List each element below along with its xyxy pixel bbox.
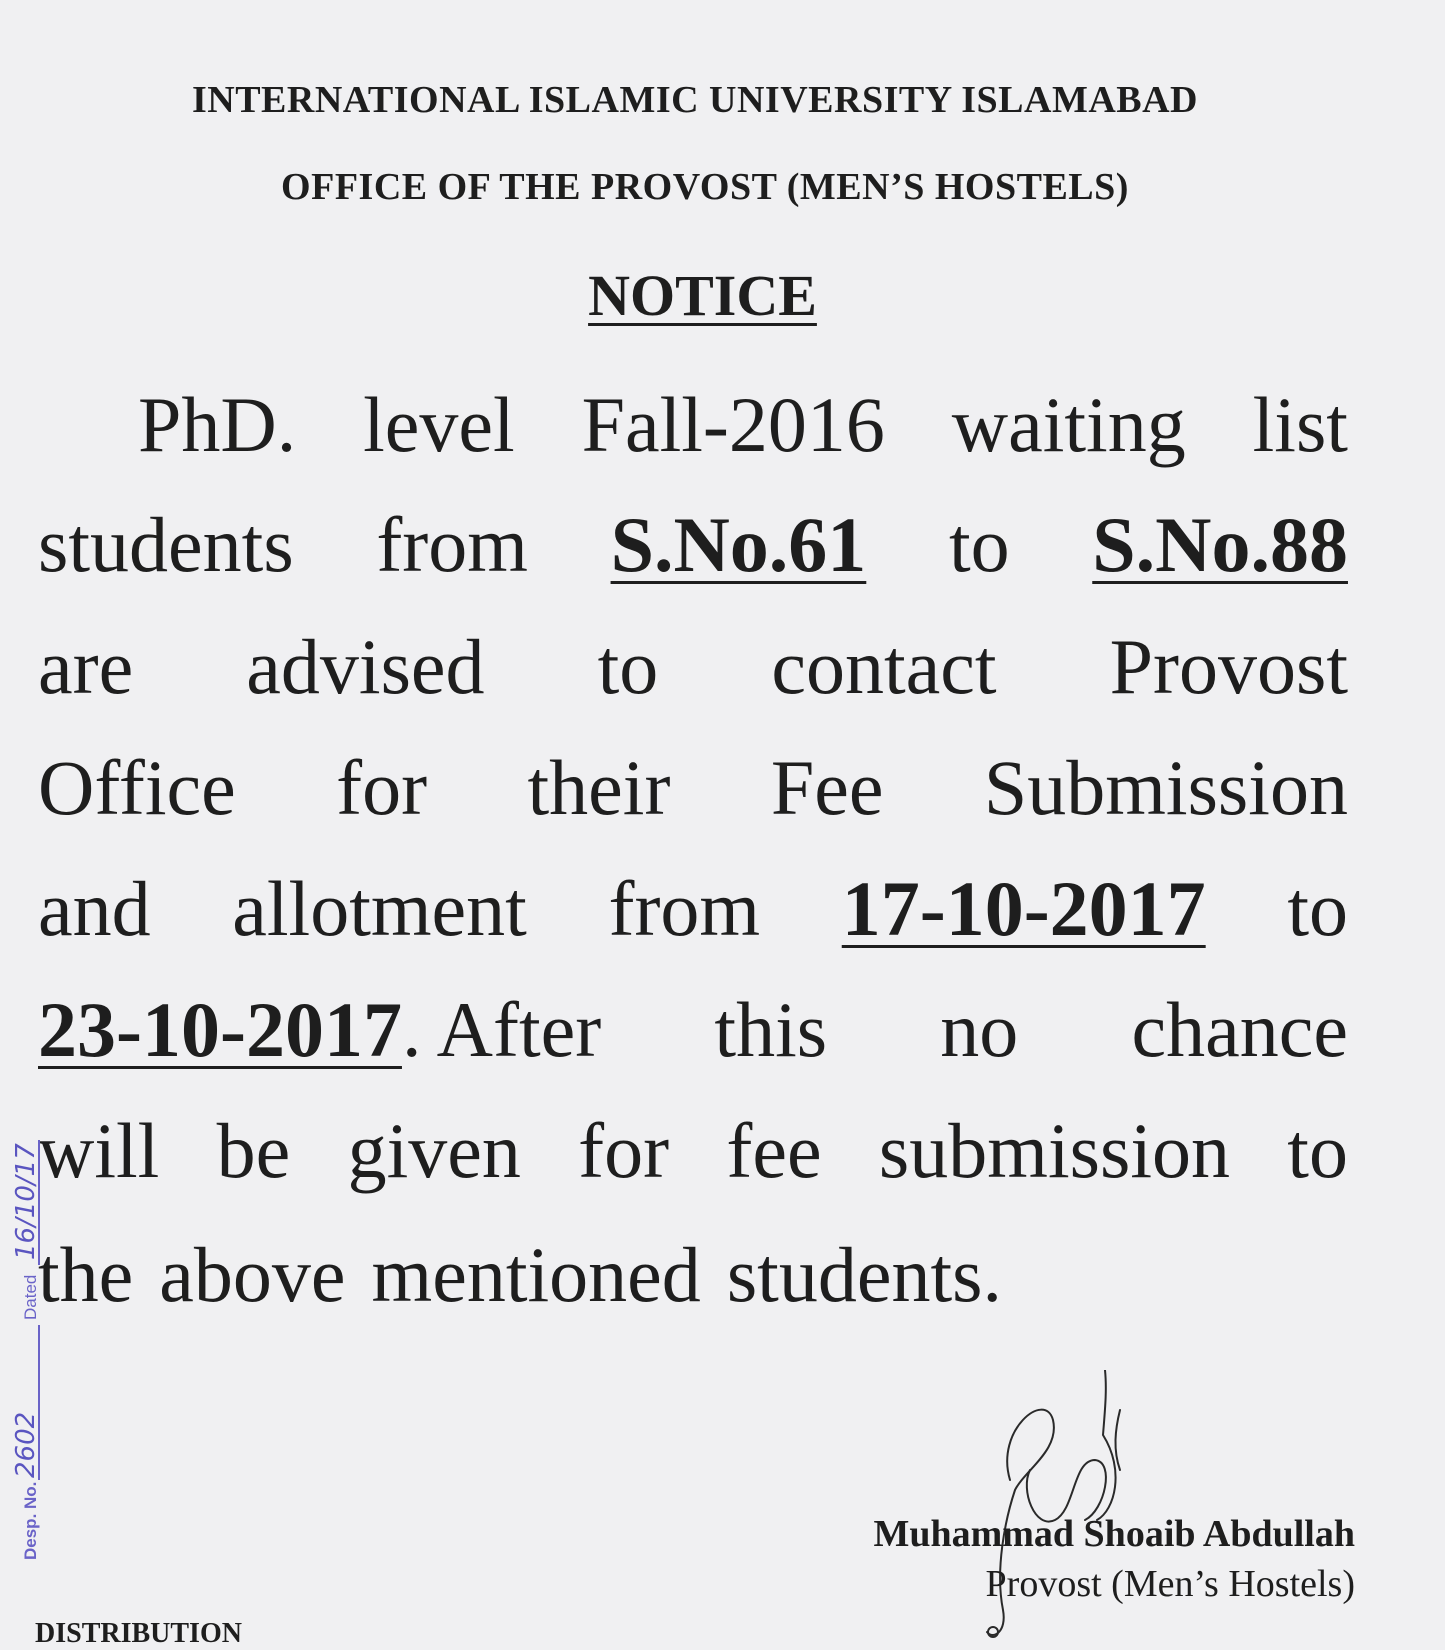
stamp-label-dated: Dated	[21, 1274, 40, 1320]
word: are	[38, 623, 134, 710]
body-line-1	[138, 380, 1348, 470]
word: given	[347, 1107, 521, 1194]
dispatch-stamp	[8, 1120, 48, 1560]
body-line-4	[38, 743, 1348, 833]
stamp-number: 2602	[11, 1411, 41, 1478]
word: students	[38, 501, 294, 588]
serial-end: S.No.88	[1092, 501, 1348, 588]
word: mentioned	[371, 1231, 701, 1318]
word: no	[940, 986, 1019, 1073]
body-line-7	[38, 1106, 1348, 1196]
word: submission	[878, 1107, 1230, 1194]
word: to	[597, 623, 659, 710]
body-line-3	[38, 622, 1348, 712]
word: will	[38, 1107, 160, 1194]
word: for	[578, 1107, 670, 1194]
word: chance	[1131, 986, 1348, 1073]
word: to	[948, 501, 1010, 588]
word: . After	[401, 986, 602, 1073]
distribution-label: DISTRIBUTION	[35, 1618, 242, 1649]
serial-start: S.No.61	[610, 501, 867, 588]
office-name: OFFICE OF THE PROVOST (MEN’S HOSTELS)	[281, 166, 1129, 208]
body-line-6	[38, 985, 1348, 1075]
word: allotment	[232, 865, 527, 952]
word: above	[159, 1231, 346, 1318]
word: for	[336, 744, 428, 831]
date-start: 17-10-2017	[841, 865, 1206, 952]
signer-title: Provost (Men’s Hostels)	[985, 1563, 1355, 1605]
notice-title-text: NOTICE	[588, 263, 817, 328]
date-end: 23-10-2017	[38, 986, 402, 1073]
word: and	[38, 865, 151, 952]
word: to	[1287, 865, 1348, 952]
word: Submission	[983, 744, 1348, 831]
stamp-label-no: Desp. No.	[21, 1481, 40, 1560]
date-end-group	[38, 985, 601, 1075]
signer-name: Muhammad Shoaib Abdullah	[873, 1513, 1355, 1555]
word: students.	[726, 1231, 1002, 1318]
word: contact	[771, 623, 997, 710]
stamp-date: 16/10/17	[11, 1143, 41, 1260]
word: to	[1287, 1107, 1348, 1194]
word: the	[38, 1231, 134, 1318]
word: advised	[246, 623, 485, 710]
word: this	[714, 986, 828, 1073]
word: Provost	[1109, 623, 1348, 710]
word: level	[363, 381, 515, 468]
word: Fee	[770, 744, 884, 831]
body-line-8	[38, 1230, 1348, 1320]
university-name: INTERNATIONAL ISLAMIC UNIVERSITY ISLAMABAD	[191, 79, 1198, 121]
word: their	[527, 744, 671, 831]
word: be	[216, 1107, 291, 1194]
body-line-5	[38, 864, 1348, 954]
word: fee	[726, 1107, 822, 1194]
notice-title	[0, 262, 1405, 329]
word: from	[376, 501, 528, 588]
signature-mark	[985, 1370, 1185, 1650]
word: Fall-2016	[581, 381, 885, 468]
word: from	[608, 865, 761, 952]
word: list	[1252, 381, 1348, 468]
word: waiting	[951, 381, 1186, 468]
word: Office	[38, 744, 236, 831]
word: PhD.	[138, 381, 297, 468]
body-line-2	[38, 500, 1348, 590]
